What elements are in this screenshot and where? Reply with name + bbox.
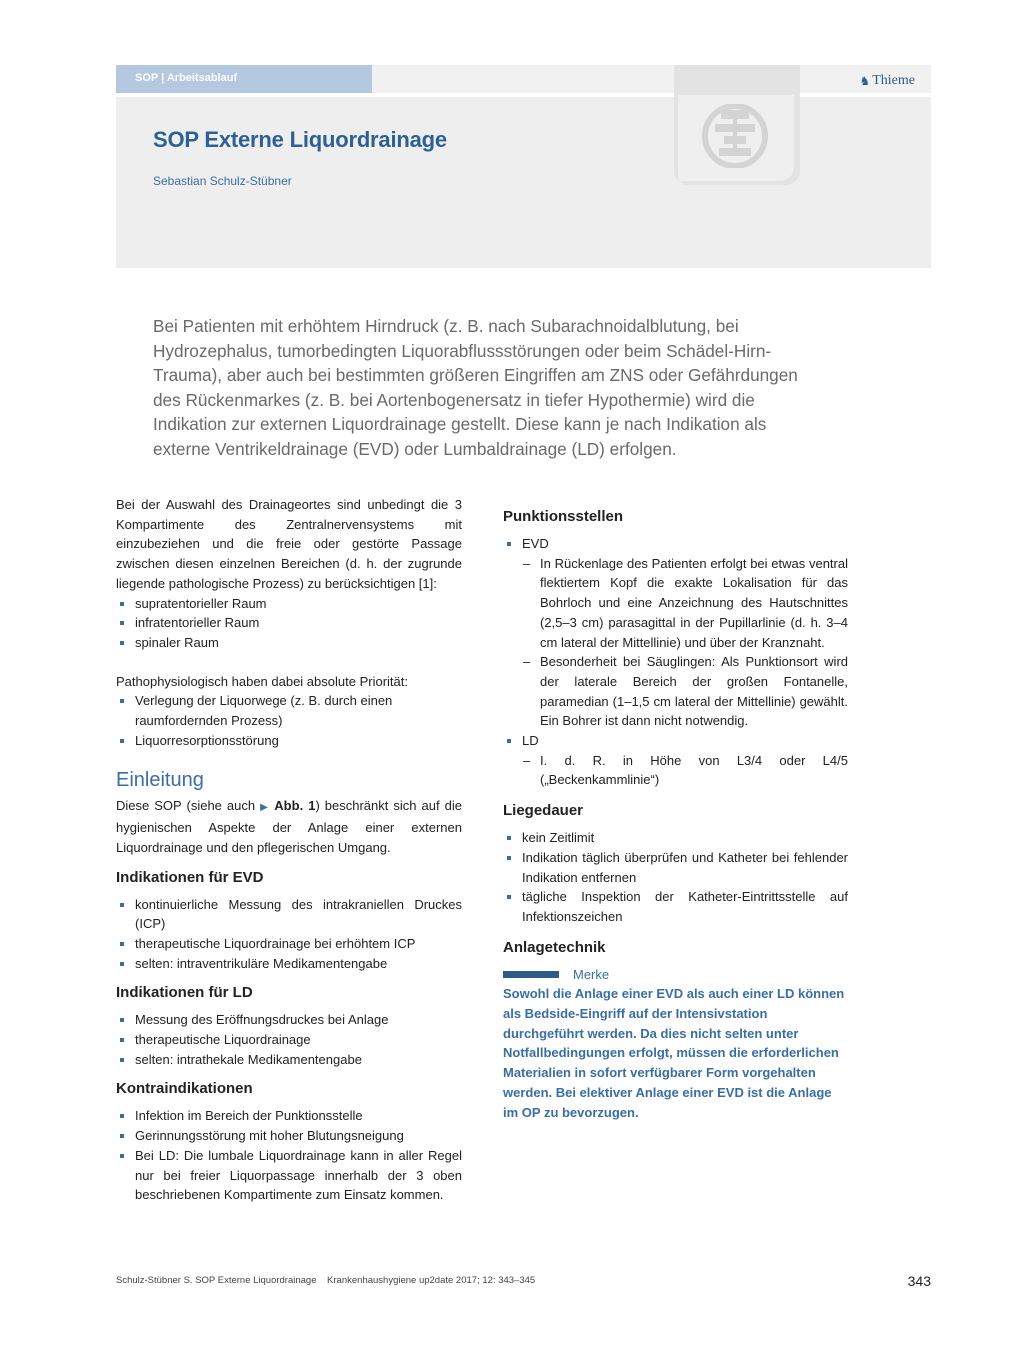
list-item: spinaler Raum: [116, 633, 462, 653]
figure-reference-link[interactable]: Abb. 1: [274, 798, 316, 814]
intro-paragraph: Bei der Auswahl des Drainageortes sind unbedingt die 3 Kompartimente des Zentralnervensystems mit einzubeziehen und die freie oder gestörte Passage zwischen diesen einzelnen Bereichen (d. h. der zugrunde liegende pathologische Prozess) zu berücksichtigen [1]:: [116, 497, 462, 591]
list-item: tägliche Inspektion der Katheter-Eintrittsstelle auf Infektionszeichen: [503, 887, 848, 926]
list-item: therapeutische Liquordrainage: [116, 1030, 462, 1050]
flowchart-icon: [700, 104, 770, 168]
puncture-site-list: [503, 534, 848, 790]
left-column: [116, 495, 462, 1205]
heading-kontraindikationen: Kontraindikationen: [116, 1080, 253, 1098]
footer-citation: Schulz-Stübner S. SOP Externe Liquordrainage Krankenhaushygiene up2date 2017; 12: 343–345: [116, 1275, 536, 1286]
spacer: [116, 653, 462, 672]
einleitung-text: Diese SOP (siehe auch: [116, 798, 261, 814]
list-item: Bei LD: Die lumbale Liquordrainage kann in aller Regel nur bei freier Liquorpassage innerhalb der 3 oben beschriebenen Kompartimente zum Einsatz kommen.: [116, 1146, 462, 1205]
list-item-evd: [503, 534, 848, 731]
sub-list-item: – In Rückenlage des Patienten erfolgt bei etwas ventral flektiertem Kopf die exakte Lokalisation für das Bohrloch und eine Anzeichnung des Hautschnittes (2,5–3 cm) parasagittal in der Pupillarlinie (d. h. 3–4 cm lateral der Mittellinie) und über der Kranznaht.: [522, 554, 848, 653]
triangle-right-icon: ▶: [260, 802, 270, 814]
page-number: 343: [907, 1273, 931, 1289]
publisher-logo: [859, 73, 915, 89]
list-item: Liquorresorptionsstörung: [116, 731, 462, 751]
ld-indication-list: [116, 1010, 462, 1069]
heading-indikationen-ld: Indikationen für LD: [116, 984, 253, 1002]
evd-sub-list: [522, 554, 848, 731]
einleitung-text: ) beschränkt sich auf die hygienischen Aspekte der Anlage einer externen Liquordrainage und den pflegerischen Umgang.: [116, 798, 462, 855]
list-item: selten: intraventrikuläre Medikamentengabe: [116, 954, 462, 974]
list-item-label: LD: [522, 733, 539, 749]
heading-anlagetechnik: Anlagetechnik: [503, 938, 606, 956]
priority-list: [116, 691, 462, 750]
list-item: selten: intrathekale Medikamentengabe: [116, 1050, 462, 1070]
list-item: kontinuierliche Messung des intrakraniellen Druckes (ICP): [116, 895, 462, 934]
section-heading-einleitung: Einleitung: [116, 769, 204, 792]
author: Sebastian Schulz-Stübner: [153, 174, 292, 188]
einleitung-paragraph: [116, 796, 462, 857]
list-item: therapeutische Liquordrainage bei erhöhtem ICP: [116, 934, 462, 954]
list-item: Messung des Eröffnungsdruckes bei Anlage: [116, 1010, 462, 1030]
merke-label: Merke: [573, 966, 610, 982]
list-item-label: EVD: [522, 536, 549, 551]
list-item: Infektion im Bereich der Punktionsstelle: [116, 1106, 462, 1126]
list-item: infratentorieller Raum: [116, 613, 462, 633]
heading-liegedauer: Liegedauer: [503, 802, 584, 820]
heading-indikationen-evd: Indikationen für EVD: [116, 868, 264, 886]
list-item: Indikation täglich überprüfen und Katheter bei fehlender Indikation entfernen: [503, 848, 848, 887]
list-item: Gerinnungsstörung mit hoher Blutungsneigung: [116, 1126, 462, 1146]
contraindication-list: [116, 1106, 462, 1205]
sub-list-item: – Besonderheit bei Säuglingen: Als Punktionsort wird der laterale Bereich der großen Fontanelle, paramedian (1–1,5 cm lateral der Mittellinie) gewählt. Ein Bohrer ist dann nicht notwendig.: [522, 652, 848, 731]
merke-bar: [503, 971, 559, 978]
list-item: supratentorieller Raum: [116, 594, 462, 614]
abstract: Bei Patienten mit erhöhtem Hirndruck (z. B. nach Subarachnoidalblutung, bei Hydrozephalus, tumorbedingten Liquorabflussstörungen oder beim Schädel-Hirn-Trauma), aber auch bei bestimmten größeren Eingriffen am ZNS oder Gefährdungen des Rückenmarkes (z. B. bei Aortenbogenersatz in tiefer Hypothermie) wird die Indikation zur externen Liquordrainage gestellt. Diese kann je nach Indikation als externe Ventrikeldrainage (EVD) oder Lumbaldrainage (LD) erfolgen.: [153, 316, 798, 459]
compartment-list: [116, 594, 462, 653]
duration-list: [503, 828, 848, 927]
merke-text: Sowohl die Anlage einer EVD als auch einer LD können als Bedside-Eingriff auf der Intensivstation durchgeführt werden. Da dies nicht selten unter Notfallbedingungen erfolgt, müssen die erforderlichen Materialien in sofort verfügbarer Form vorgehalten werden. Bei elektiver Anlage einer EVD ist die Anlage im OP zu bevorzugen.: [503, 986, 845, 1120]
sub-list-item: – I. d. R. in Höhe von L3/4 oder L4/5 („Beckenkammlinie“): [522, 751, 848, 790]
merke-box-header: [503, 965, 848, 985]
priority-intro: Pathophysiologisch haben dabei absolute Priorität:: [116, 673, 408, 689]
evd-indication-list: [116, 895, 462, 974]
list-item: Verlegung der Liquorwege (z. B. durch einen raumfordernden Prozess): [116, 691, 462, 730]
right-column: [503, 506, 848, 1122]
page-title: SOP Externe Liquordrainage: [153, 127, 447, 152]
publisher-name: Thieme: [872, 73, 915, 88]
ld-sub-list: [522, 751, 848, 790]
thieme-icon: ♞: [859, 73, 871, 88]
list-item-ld: [503, 731, 848, 790]
header-separator: [116, 93, 931, 97]
list-item: kein Zeitlimit: [503, 828, 848, 848]
category-tab: SOP | Arbeitsablauf: [116, 65, 372, 93]
heading-punktionsstellen: Punktionsstellen: [503, 508, 624, 525]
